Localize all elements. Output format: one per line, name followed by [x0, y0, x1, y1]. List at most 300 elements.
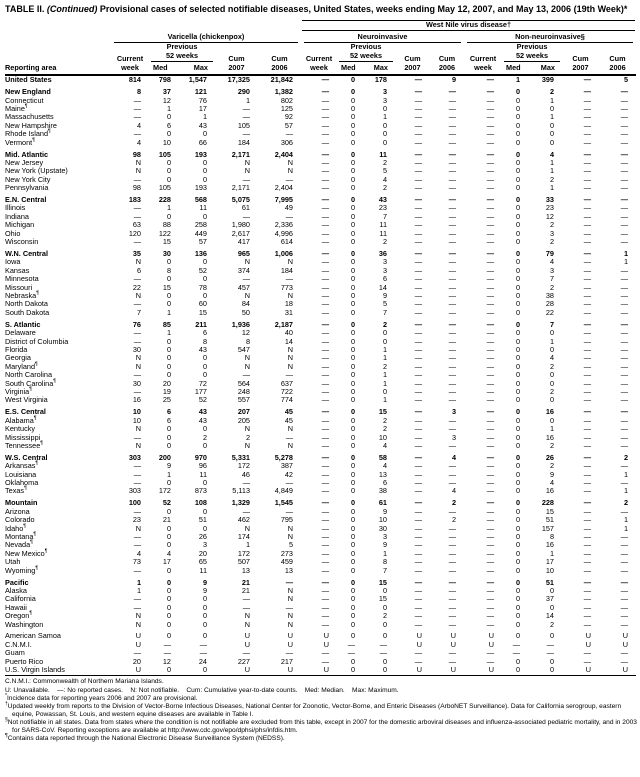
- cell-value: 4: [166, 548, 171, 558]
- cell-value: —: [583, 120, 591, 130]
- cell-value: 105: [237, 120, 250, 130]
- cell-value: 0: [350, 548, 355, 558]
- table-title-prefix: TABLE II.: [5, 4, 45, 14]
- cell-value: —: [620, 353, 629, 363]
- cell-value: 6: [202, 328, 207, 338]
- cell-value: 0: [515, 353, 520, 363]
- neuro-previous-52-weeks-header: Previous 52 weeks: [337, 43, 395, 62]
- reporting-area-label: Arizona: [5, 506, 30, 516]
- cell-value: —: [321, 557, 329, 567]
- cell-value: 12: [545, 211, 554, 221]
- table-row: [5, 595, 636, 603]
- neuroinvasive-group-header: [301, 31, 464, 43]
- cell-value: 0: [515, 103, 520, 113]
- cell-value: —: [321, 361, 329, 371]
- cell-value: 108: [194, 498, 207, 508]
- cell-value: —: [486, 248, 494, 258]
- cell-value: 10: [132, 407, 141, 417]
- cell-value: 17: [198, 103, 207, 113]
- cell-value: —: [486, 432, 494, 442]
- table-row: [5, 275, 636, 283]
- cell-value: —: [242, 506, 250, 516]
- cell-value: 0: [350, 137, 355, 147]
- cell-value: —: [285, 274, 293, 284]
- cell-value: —: [321, 157, 329, 167]
- neuroinvasive-group-label: Neuroinvasive: [304, 31, 461, 43]
- cell-value: 0: [350, 395, 355, 405]
- cell-value: 7,995: [274, 195, 293, 205]
- cell-value: —: [414, 540, 422, 550]
- cell-value: 43: [198, 415, 207, 425]
- cell-value: —: [414, 103, 422, 113]
- cell-value: —: [321, 565, 329, 575]
- cell-value: —: [199, 648, 207, 658]
- cell-value: —: [448, 370, 456, 380]
- cell-value: 0: [350, 498, 355, 508]
- cell-value: 2: [382, 361, 387, 371]
- cell-value: 0: [202, 611, 207, 621]
- reporting-area-label: Tennessee¶: [5, 440, 43, 450]
- cell-value: 0: [350, 656, 355, 666]
- cell-value: 970: [194, 452, 207, 462]
- cell-value: —: [583, 440, 591, 450]
- cell-value: U: [585, 631, 591, 641]
- cell-value: —: [285, 211, 293, 221]
- cell-value: 0: [166, 531, 171, 541]
- cell-value: 42: [284, 469, 293, 479]
- reporting-area-label: U.S. Virgin Islands: [5, 666, 111, 676]
- cell-value: —: [321, 386, 329, 396]
- reporting-area-label: South Carolina¶: [5, 378, 56, 388]
- table-body: [5, 75, 636, 676]
- west-nile-group-header: [301, 20, 636, 31]
- cell-value: —: [486, 602, 494, 612]
- cell-value: 136: [194, 248, 207, 258]
- cell-value: —: [486, 265, 494, 275]
- cell-value: 1: [136, 577, 141, 587]
- cell-value: —: [620, 137, 629, 147]
- reporting-area-label: Indiana: [5, 211, 29, 221]
- cell-value: 0: [515, 577, 520, 587]
- cell-value: N: [244, 611, 250, 621]
- cell-value: 0: [350, 585, 355, 595]
- cell-value: 0: [382, 631, 387, 641]
- cell-value: —: [133, 129, 141, 139]
- cell-value: 2,336: [274, 220, 293, 230]
- cell-value: 0: [166, 353, 171, 363]
- cell-value: 462: [237, 515, 250, 525]
- cell-value: —: [448, 265, 456, 275]
- cell-value: 0: [515, 211, 520, 221]
- varicella-group-header: [111, 31, 301, 43]
- cell-value: N: [287, 361, 293, 371]
- cell-value: 9: [382, 291, 387, 300]
- cell-value: 0: [515, 344, 520, 354]
- cell-value: 0: [202, 157, 207, 167]
- cell-value: —: [321, 531, 329, 541]
- reporting-area-label: Nevada¶: [5, 539, 33, 550]
- cell-value: 0: [350, 506, 355, 516]
- cell-value: —: [620, 112, 629, 122]
- cell-value: —: [321, 195, 329, 205]
- table-title-continued: (Continued): [46, 4, 98, 14]
- cell-value: 722: [280, 386, 293, 396]
- cell-value: —: [620, 461, 629, 471]
- reporting-area-label: South Dakota: [5, 307, 50, 317]
- reporting-area-label: Kentucky: [5, 424, 36, 434]
- cell-value: —: [414, 461, 422, 471]
- cell-value: —: [583, 478, 591, 488]
- cell-value: 28: [545, 299, 554, 309]
- cell-value: —: [414, 594, 422, 604]
- cell-value: —: [414, 415, 422, 425]
- cell-value: 1: [549, 166, 554, 176]
- cell-value: —: [414, 174, 422, 184]
- cell-value: 63: [132, 220, 141, 230]
- cell-value: 0: [350, 291, 355, 300]
- cell-value: —: [486, 137, 494, 147]
- cell-value: 18: [284, 299, 293, 309]
- cell-value: —: [321, 75, 329, 85]
- cell-value: —: [133, 336, 141, 346]
- cell-value: 1: [549, 336, 554, 346]
- cell-value: —: [620, 602, 629, 612]
- cell-value: —: [242, 211, 250, 221]
- cell-value: 3: [451, 407, 456, 417]
- footnote-text: U: Unavailable. —: No reported cases. N: Not notifiable. Cum: Cumulative year-to-date counts. Med: Median. Max: Maximum.: [5, 686, 399, 694]
- cell-value: 0: [350, 415, 355, 425]
- table-row: [5, 558, 636, 566]
- cell-value: —: [448, 291, 456, 300]
- footnote: [5, 687, 637, 695]
- cell-value: 0: [166, 112, 171, 122]
- cell-value: 0: [515, 291, 520, 300]
- cell-value: —: [347, 648, 355, 658]
- varicella-current-week-header: Current week: [111, 43, 149, 75]
- cell-value: 4,849: [274, 486, 293, 496]
- cell-value: —: [448, 299, 456, 309]
- cell-value: 2: [549, 619, 554, 629]
- cell-value: N: [287, 440, 293, 450]
- cell-value: —: [414, 432, 422, 442]
- cell-value: N: [244, 424, 250, 434]
- cell-value: —: [583, 469, 591, 479]
- cell-value: —: [414, 386, 422, 396]
- cell-value: —: [583, 515, 591, 525]
- cell-value: —: [133, 461, 141, 471]
- cell-value: —: [620, 432, 629, 442]
- cell-value: —: [583, 461, 591, 471]
- cell-value: 37: [162, 87, 171, 97]
- cell-value: —: [583, 291, 591, 300]
- cell-value: 24: [198, 656, 207, 666]
- cell-value: 0: [515, 129, 520, 139]
- cell-value: —: [133, 594, 141, 604]
- cell-value: 2: [549, 361, 554, 371]
- cell-value: 0: [549, 344, 554, 354]
- table-row: [5, 329, 636, 337]
- reporting-area-label: Delaware: [5, 328, 36, 338]
- cell-value: 8: [202, 336, 207, 346]
- cell-value: 1: [623, 486, 629, 496]
- cell-value: —: [583, 648, 591, 658]
- cell-value: —: [583, 523, 591, 533]
- cell-value: 2: [549, 87, 554, 97]
- cell-value: 10: [132, 415, 141, 425]
- cell-value: 0: [515, 386, 520, 396]
- cell-value: 43: [198, 120, 207, 130]
- table-row: [5, 309, 636, 317]
- table-row: [5, 167, 636, 175]
- cell-value: —: [486, 129, 494, 139]
- cell-value: 3: [382, 87, 387, 97]
- cell-value: —: [448, 282, 456, 292]
- cell-value: —: [285, 478, 293, 488]
- cell-value: 1: [382, 378, 387, 388]
- cell-value: 65: [198, 557, 207, 567]
- cell-value: 0: [350, 129, 355, 139]
- cell-value: N: [287, 619, 293, 629]
- cell-value: 0: [166, 565, 171, 575]
- cell-value: —: [321, 274, 329, 284]
- cell-value: 21,842: [270, 75, 293, 85]
- cell-value: —: [414, 75, 422, 85]
- cell-value: 0: [350, 220, 355, 230]
- cell-value: 157: [541, 523, 554, 533]
- table-row: [5, 442, 636, 450]
- cell-value: 2: [451, 498, 456, 508]
- cell-value: U: [244, 639, 250, 649]
- cell-value: 0: [382, 328, 387, 338]
- table-row: [5, 184, 636, 192]
- cell-value: 0: [202, 594, 207, 604]
- cell-value: 0: [515, 407, 520, 417]
- cell-value: U: [599, 666, 636, 676]
- cell-value: 1: [382, 353, 387, 363]
- cell-value: —: [620, 407, 629, 417]
- cell-value: 38: [378, 486, 387, 496]
- cell-value: —: [347, 639, 355, 649]
- table-row: [5, 666, 636, 676]
- cell-value: 76: [132, 319, 141, 329]
- cell-value: 49: [284, 203, 293, 213]
- cell-value: 0: [515, 237, 520, 247]
- cell-value: —: [583, 344, 591, 354]
- reporting-area-label: American Samoa: [5, 631, 61, 641]
- cell-value: —: [620, 611, 629, 621]
- cell-value: 0: [515, 274, 520, 284]
- cell-value: —: [620, 656, 629, 666]
- cell-value: —: [321, 237, 329, 247]
- cell-value: 174: [237, 531, 250, 541]
- cell-value: 0: [382, 336, 387, 346]
- cell-value: 16: [545, 432, 554, 442]
- table-header: [5, 20, 636, 76]
- cell-value: —: [583, 75, 591, 85]
- reporting-area-label: United States: [5, 75, 52, 85]
- cell-value: 0: [350, 336, 355, 346]
- cell-value: 0: [515, 395, 520, 405]
- cell-value: 228: [158, 195, 171, 205]
- cell-value: 98: [132, 183, 141, 193]
- cell-value: —: [583, 452, 591, 462]
- table-row: [5, 113, 636, 121]
- cell-value: 0: [166, 619, 171, 629]
- cell-value: 72: [198, 378, 207, 388]
- cell-value: 0: [515, 611, 520, 621]
- cell-value: N: [287, 353, 293, 363]
- reporting-area-label: Maryland¶: [5, 361, 38, 371]
- cell-value: —: [583, 336, 591, 346]
- cell-value: —: [448, 361, 456, 371]
- cell-value: —: [620, 557, 629, 567]
- cell-value: 637: [280, 378, 293, 388]
- cell-value: 0: [202, 174, 207, 184]
- cell-value: —: [414, 523, 422, 533]
- cell-value: —: [620, 531, 629, 541]
- cell-value: —: [486, 523, 494, 533]
- cell-value: —: [583, 611, 591, 621]
- cell-value: —: [486, 336, 494, 346]
- cell-value: 0: [350, 237, 355, 247]
- cell-value: N: [287, 291, 293, 300]
- cell-value: 211: [195, 319, 207, 329]
- cell-value: 258: [194, 220, 207, 230]
- table-row: [5, 139, 636, 147]
- reporting-area-label: Alabama¶: [5, 415, 37, 425]
- cell-value: —: [321, 112, 329, 122]
- footnote-text: Not notifiable in all states. Data from states where the condition is not notifiable are excluded from this table, except in 2007 for the domestic arboviral diseases and influenza-associated pediatric mortality, and in 2003 for SARS-CoV. Reporting exceptions are available at http://www.cdc.gov/epo/dphsi/phs/infdis.htm.: [7, 718, 639, 734]
- cell-value: —: [414, 95, 422, 105]
- cell-value: 0: [549, 656, 554, 666]
- cell-value: —: [414, 424, 422, 434]
- cell-value: —: [321, 103, 329, 113]
- cell-value: 7: [549, 319, 554, 329]
- table-row: [5, 604, 636, 612]
- cell-value: 0: [350, 523, 355, 533]
- cell-value: 2,404: [274, 149, 293, 159]
- cell-value: N: [135, 440, 141, 450]
- reporting-area-label: Alaska: [5, 585, 27, 595]
- cell-value: —: [321, 211, 329, 221]
- cell-value: 2: [549, 174, 554, 184]
- cell-value: —: [486, 328, 494, 338]
- cell-value: 22: [132, 282, 141, 292]
- cell-value: 0: [350, 370, 355, 380]
- table-row: [5, 122, 636, 130]
- varicella-group-label: Varicella (chickenpox): [114, 31, 298, 43]
- cell-value: 0: [350, 440, 355, 450]
- cell-value: 0: [350, 344, 355, 354]
- cell-value: —: [486, 648, 494, 658]
- cell-value: U: [323, 631, 329, 641]
- cell-value: 178: [374, 75, 387, 85]
- cell-value: 205: [237, 415, 250, 425]
- cell-value: —: [620, 440, 629, 450]
- cell-value: 76: [198, 95, 207, 105]
- table-row: [5, 641, 636, 649]
- cell-value: —: [133, 237, 141, 247]
- reporting-area-label: New Mexico¶: [5, 548, 48, 558]
- cell-value: —: [620, 619, 629, 629]
- reporting-area-label: Washington: [5, 619, 44, 629]
- cell-value: 5: [382, 299, 387, 309]
- cell-value: —: [414, 291, 422, 300]
- table-row: [5, 267, 636, 275]
- cell-value: 11: [379, 228, 387, 238]
- cell-value: 0: [515, 87, 520, 97]
- cell-value: —: [486, 486, 494, 496]
- footnotes-block: [5, 678, 637, 742]
- cell-value: 122: [158, 228, 171, 238]
- cell-value: 5: [288, 540, 293, 550]
- reporting-area-label: Connecticut: [5, 95, 44, 105]
- cell-value: —: [583, 228, 591, 238]
- cell-value: 449: [194, 228, 207, 238]
- cell-value: 52: [198, 265, 207, 275]
- cell-value: —: [583, 248, 591, 258]
- cell-value: —: [448, 548, 456, 558]
- cell-value: 0: [515, 112, 520, 122]
- cell-value: 1: [382, 395, 387, 405]
- cell-value: 0: [382, 103, 387, 113]
- cell-value: —: [583, 557, 591, 567]
- cell-value: —: [321, 469, 329, 479]
- cell-value: 0: [166, 440, 171, 450]
- cell-value: 2: [549, 237, 554, 247]
- non-neuroinvasive-group-label: Non-neuroinvasive§: [467, 31, 633, 43]
- cell-value: N: [244, 166, 250, 176]
- cell-value: —: [583, 149, 591, 159]
- cell-value: —: [133, 506, 141, 516]
- cell-value: —: [133, 211, 141, 221]
- footnote-text: Updated weekly from reports to the Division of Vector-Borne Infectious Diseases, National Center for Zoonotic, Vector-Borne, and Enteric Diseases (ArboNET Surveillance). Data for California serogroup, eastern equine, Powassan, St. Louis, and western equine diseases are available in Table I.: [7, 702, 624, 718]
- cell-value: —: [448, 103, 456, 113]
- table-row: [5, 425, 636, 433]
- table-row: [5, 159, 636, 167]
- cell-value: N: [135, 523, 141, 533]
- reporting-area-label: Kansas: [5, 265, 30, 275]
- cell-value: 0: [549, 602, 554, 612]
- cell-value: 0: [515, 370, 520, 380]
- cell-value: 0: [350, 602, 355, 612]
- cell-value: 0: [382, 137, 387, 147]
- table-row: [5, 587, 636, 595]
- cell-value: —: [321, 540, 329, 550]
- cell-value: 0: [350, 353, 355, 363]
- cell-value: 0: [166, 129, 171, 139]
- cell-value: 0: [350, 195, 355, 205]
- cell-value: —: [414, 120, 422, 130]
- reporting-area-label: New England: [5, 87, 51, 97]
- reporting-area-label: Puerto Rico: [5, 656, 44, 666]
- cell-value: 0: [515, 166, 520, 176]
- cell-value: —: [321, 282, 329, 292]
- cell-value: —: [620, 378, 629, 388]
- cell-value: 2: [382, 183, 387, 193]
- cell-value: —: [321, 407, 329, 417]
- cell-value: N: [135, 353, 141, 363]
- cell-value: —: [414, 378, 422, 388]
- cell-value: 0: [202, 257, 207, 267]
- cell-value: 36: [378, 248, 387, 258]
- cell-value: 45: [284, 407, 293, 417]
- cell-value: —: [414, 220, 422, 230]
- cell-value: —: [583, 656, 591, 666]
- cell-value: 303: [128, 452, 141, 462]
- cell-value: 16: [545, 486, 554, 496]
- cell-value: 0: [515, 195, 520, 205]
